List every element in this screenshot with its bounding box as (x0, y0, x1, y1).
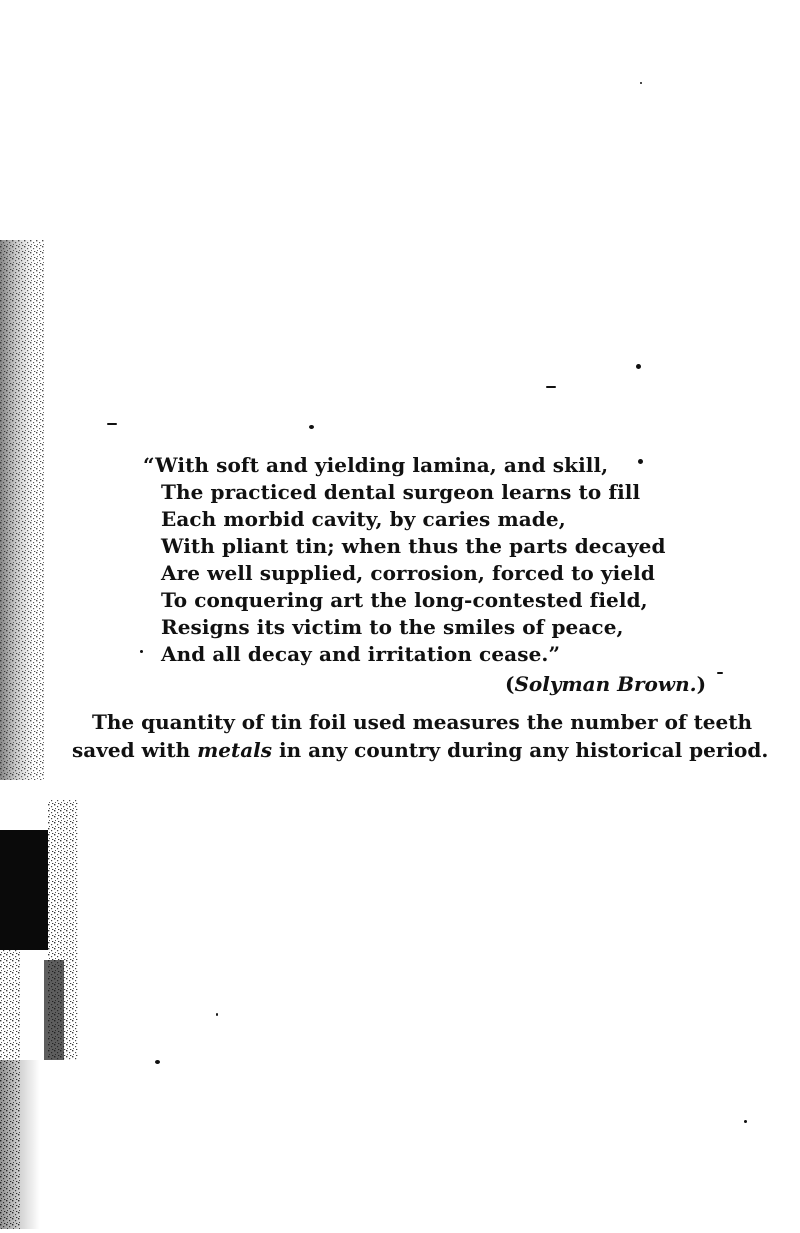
scan-speck (640, 82, 642, 84)
scan-speck (546, 386, 556, 388)
prose-line (72, 736, 769, 764)
scan-speck (636, 364, 641, 369)
prose-line: The quantity of tin foil used measures the number of teeth (92, 710, 753, 734)
poem-line: The practiced dental surgeon learns to fill (161, 480, 641, 504)
prose-text: in any country during any historical period. (272, 738, 769, 762)
attribution-close-paren: ) (696, 672, 707, 696)
poem-line: Each morbid cavity, by caries made, (161, 507, 566, 531)
attribution-author: Solyman Brown. (514, 672, 697, 696)
poem-attribution (505, 672, 706, 696)
scan-speck (717, 672, 723, 674)
scan-edge-noise (0, 0, 80, 1229)
prose-emphasis: metals (197, 738, 273, 762)
poem-line: Are well supplied, corrosion, forced to yield (161, 561, 655, 585)
scan-speck (155, 1060, 160, 1064)
poem-line: With pliant tin; when thus the parts decayed (161, 534, 666, 558)
scan-edge-noise-graphic (0, 0, 80, 1229)
scan-speck (309, 425, 314, 429)
poem-line: To conquering art the long-contested field, (161, 588, 648, 612)
scan-speck (216, 1013, 218, 1016)
poem-line: And all decay and irritation cease.” (161, 642, 561, 666)
poem-line: “With soft and yielding lamina, and skill, (143, 453, 609, 477)
prose-paragraph (72, 708, 769, 764)
attribution-open-paren: ( (505, 672, 515, 696)
poem-block (143, 452, 666, 668)
poem-line: Resigns its victim to the smiles of peace, (161, 615, 624, 639)
scan-speck (107, 423, 117, 425)
scan-speck (744, 1120, 747, 1123)
prose-text: saved with (72, 738, 198, 762)
